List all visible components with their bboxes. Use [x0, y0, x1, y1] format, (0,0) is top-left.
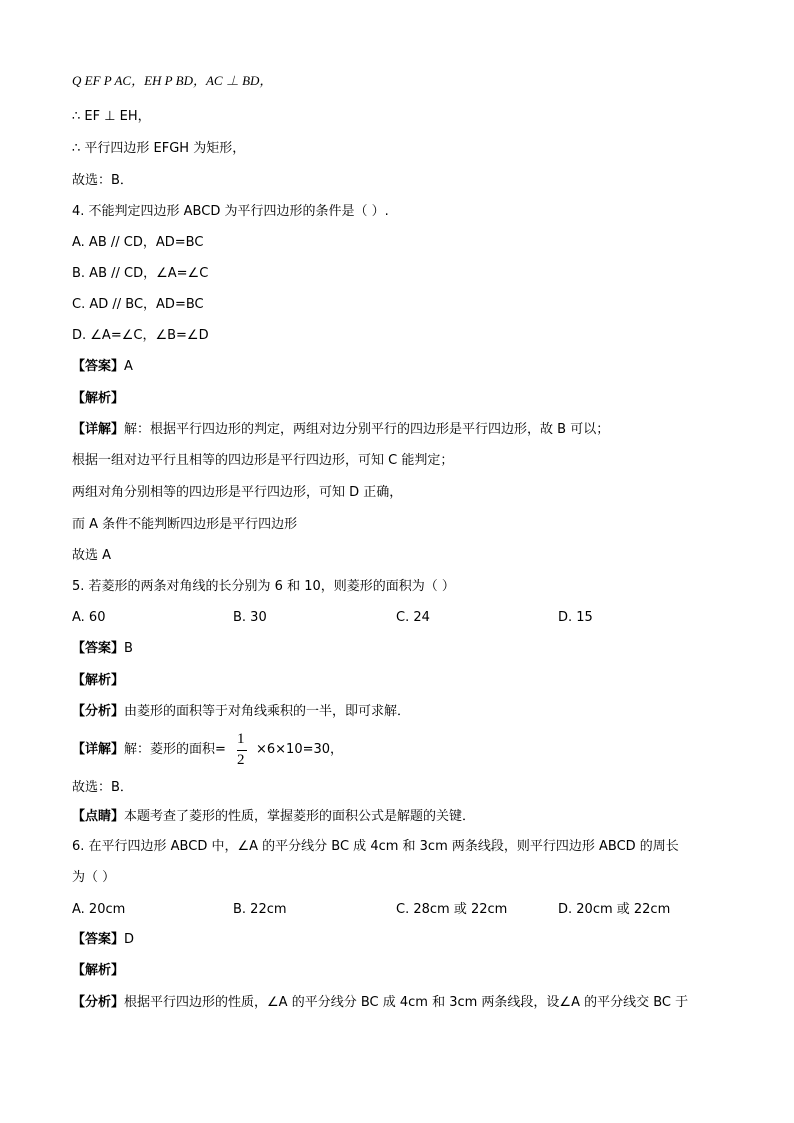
question-4-option-c: C. AD // BC，AD=BC [72, 297, 204, 312]
comment-text: 本题考查了菱形的性质，掌握菱形的面积公式是解题的关键． [124, 809, 476, 824]
question-6-option-c: C. 28cm 或 22cm [396, 902, 508, 917]
explanation-text: 解：根据平行四边形的判定，两组对边分别平行的四边形是平行四边形，故 B 可以； [124, 422, 610, 437]
question-5-choice: 故选：B． [72, 780, 133, 795]
explanation-text: 解：菱形的面积= [124, 742, 226, 757]
question-5-option-d: D. 15 [558, 610, 593, 625]
question-6-answer [72, 931, 134, 949]
question-6-analysis [72, 994, 688, 1012]
question-4-analysis-heading: 【解析】 [72, 391, 125, 406]
question-4-explanation [72, 421, 609, 439]
question-4-explanation-line-3: 两组对角分别相等的四边形是平行四边形，可知 D 正确， [72, 485, 403, 500]
question-4-explanation-line-4: 而 A 条件不能判断四边形是平行四边形 [72, 517, 298, 532]
answer-tag: 【答案】 [72, 641, 125, 656]
question-6-stem-line-2: 为（ ） [72, 870, 116, 885]
question-5-comment [72, 808, 475, 826]
question-5-answer [72, 640, 133, 658]
fraction-bar [237, 750, 247, 751]
analysis-text: 由菱形的面积等于对角线乘积的一半，即可求解． [124, 704, 411, 719]
answer-tag: 【答案】 [72, 359, 125, 374]
answer-value: A [124, 359, 133, 374]
question-5-analysis-heading: 【解析】 [72, 673, 125, 688]
question-5-option-c: C. 24 [396, 610, 430, 625]
fraction-numerator: 1 [237, 731, 245, 747]
answer-tag: 【答案】 [72, 932, 125, 947]
question-6-analysis-heading: 【解析】 [72, 963, 125, 978]
question-6-option-d: D. 20cm 或 22cm [558, 902, 671, 917]
question-4-explanation-line-5: 故选 A [72, 548, 112, 563]
answer-value: B [124, 641, 133, 656]
analysis-tag: 【分析】 [72, 995, 125, 1010]
proof-line-parallel: Q EF P AC，EH P BD，AC ⊥ BD， [72, 73, 273, 88]
question-5-explanation [72, 741, 226, 759]
question-4-option-a: A. AB // CD，AD=BC [72, 235, 204, 250]
question-5-stem: 5. 若菱形的两条对角线的长分别为 6 和 10，则菱形的面积为（ ） [72, 579, 455, 594]
proof-line-perpendicular: ∴ EF ⊥ EH， [72, 109, 151, 124]
question-5-analysis [72, 703, 410, 721]
proof-line-choice: 故选：B． [72, 173, 133, 188]
question-5-option-b: B. 30 [233, 610, 267, 625]
answer-value: D [124, 932, 135, 947]
question-5-option-a: A. 60 [72, 610, 106, 625]
question-4-stem: 4. 不能判定四边形 ABCD 为平行四边形的条件是（ ）. [72, 204, 389, 219]
question-6-option-a: A. 20cm [72, 902, 126, 917]
question-6-stem: 6. 在平行四边形 ABCD 中，∠A 的平分线分 BC 成 4cm 和 3cm 两条线段，则平行四边形 ABCD 的周长 [72, 839, 679, 854]
explanation-product: ×6×10=30， [256, 742, 344, 757]
question-4-option-b: B. AB // CD，∠A=∠C [72, 266, 209, 281]
explanation-tag: 【详解】 [72, 422, 125, 437]
question-4-answer [72, 358, 133, 376]
analysis-tag: 【分析】 [72, 704, 125, 719]
fraction-denominator: 2 [237, 752, 245, 768]
comment-tag: 【点睛】 [72, 809, 125, 824]
proof-line-rectangle: ∴ 平行四边形 EFGH 为矩形， [72, 141, 246, 156]
question-6-option-b: B. 22cm [233, 902, 287, 917]
analysis-text: 根据平行四边形的性质，∠A 的平分线分 BC 成 4cm 和 3cm 两条线段，设∠A 的平分线交 BC 于 [124, 995, 689, 1010]
explanation-tag: 【详解】 [72, 742, 125, 757]
question-4-explanation-line-2: 根据一组对边平行且相等的四边形是平行四边形，可知 C 能判定； [72, 453, 454, 468]
question-4-option-d: D. ∠A=∠C，∠B=∠D [72, 328, 209, 343]
